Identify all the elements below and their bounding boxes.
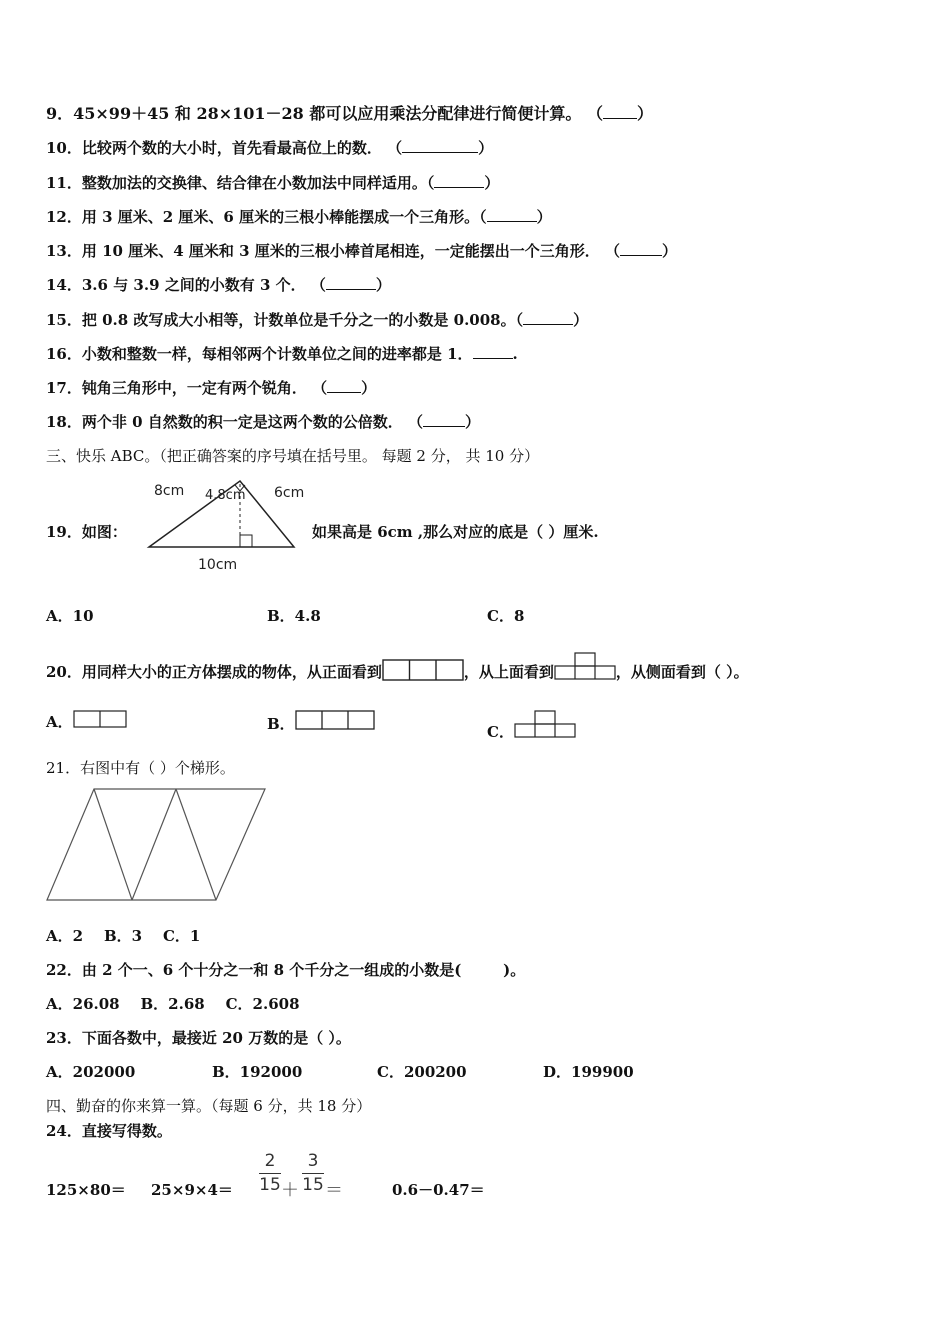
question-text: 13．用 10 厘米、4 厘米和 3 厘米的三根小棒首尾相连，一定能摆出一个三角形． （ <box>46 242 620 260</box>
question-9 <box>46 101 653 124</box>
equals-sign: ＝ <box>325 1180 343 1201</box>
section-4-title: 四、勤奋的你来算一算。（每题 6 分，共 18 分） <box>46 1097 372 1115</box>
question-14 <box>46 274 391 295</box>
denominator: 15 <box>302 1175 324 1195</box>
denominator: 15 <box>259 1175 281 1195</box>
question-20 <box>46 651 749 682</box>
question-11 <box>46 172 499 193</box>
bracket-close: ） <box>478 139 494 157</box>
option-label: A． <box>46 713 73 731</box>
question-text: 18．两个非 0 自然数的积一定是这两个数的公倍数． （ <box>46 413 423 431</box>
numerator: 2 <box>264 1151 276 1171</box>
calc-item-3: 0.6－0.47＝ <box>392 1181 485 1199</box>
question-19-text: 如果高是 6cm ,那么对应的底是（ ）厘米. <box>312 523 599 541</box>
bracket-close: ） <box>361 379 377 397</box>
answer-blank[interactable] <box>423 412 465 427</box>
answer-blank[interactable] <box>326 275 376 290</box>
right-angle-mark <box>240 535 252 547</box>
calc-item-1: 125×80＝ <box>46 1181 126 1199</box>
question-text: 11．整数加法的交换律、结合律在小数加法中同样适用。（ <box>46 174 435 192</box>
question-17 <box>46 377 376 398</box>
bracket-close: ） <box>484 174 500 192</box>
question-22-options[interactable]: A．26.08 B．2.68 C．2.608 <box>46 995 300 1013</box>
question-22: 22．由 2 个一、6 个十分之一和 8 个千分之一组成的小数是( )。 <box>46 961 526 979</box>
question-text: 15．把 0.8 改写成大小相等，计数单位是千分之一的小数是 0.008。（ <box>46 311 524 329</box>
bracket-close: ） <box>375 276 391 294</box>
option-a[interactable]: A．202000 <box>46 1063 136 1081</box>
label-right-side: 6cm <box>274 485 305 501</box>
question-text: 10．比较两个数的大小时，首先看最高位上的数． （ <box>46 139 403 157</box>
bracket-close: ） <box>464 413 480 431</box>
answer-blank[interactable] <box>603 104 637 119</box>
fraction-1 <box>257 1151 283 1196</box>
option-a-figure <box>73 710 127 728</box>
option-d[interactable]: D．199900 <box>543 1063 634 1081</box>
triangle-figure <box>146 474 306 574</box>
bracket-close: ） <box>636 104 653 123</box>
question-text: 12．用 3 厘米、2 厘米、6 厘米的三根小棒能摆成一个三角形。（ <box>46 208 487 226</box>
option-c[interactable]: C．200200 <box>377 1063 467 1081</box>
option-c-figure <box>514 710 576 738</box>
question-21: 21．右图中有（ ）个梯形。 <box>46 759 235 777</box>
label-height: 4.8cm <box>205 488 246 503</box>
option-b[interactable]: B．192000 <box>212 1063 303 1081</box>
option-b[interactable] <box>267 710 375 734</box>
answer-blank[interactable] <box>473 344 513 359</box>
numerator: 3 <box>307 1151 319 1171</box>
period: . <box>512 345 518 363</box>
bracket-close: ） <box>661 242 677 260</box>
question-text-part-3: ，从侧面看到（ ）。 <box>615 663 749 681</box>
answer-blank[interactable] <box>487 207 537 222</box>
parallelogram-outline <box>47 789 265 900</box>
option-label: C． <box>487 723 514 741</box>
question-text: 9．45×99＋45 和 28×101－28 都可以应用乘法分配律进行简便计算。 （ <box>46 104 603 123</box>
question-23: 23．下面各数中，最接近 20 万数的是（ ）。 <box>46 1029 351 1047</box>
option-label: B． <box>267 715 295 733</box>
answer-blank[interactable] <box>327 378 361 393</box>
diagonal-line <box>132 789 176 900</box>
bracket-close: ） <box>573 311 589 329</box>
label-left-side: 8cm <box>154 483 185 499</box>
answer-blank[interactable] <box>620 241 662 256</box>
option-b[interactable]: B．4.8 <box>267 607 321 625</box>
question-12 <box>46 206 552 227</box>
question-text: 16．小数和整数一样，每相邻两个计数单位之间的进率都是 1． <box>46 345 473 363</box>
plus-sign: ＋ <box>281 1180 299 1201</box>
question-18 <box>46 411 480 432</box>
question-15 <box>46 309 588 330</box>
question-24: 24．直接写得数。 <box>46 1122 172 1140</box>
question-text-part-2: ，从上面看到 <box>463 663 554 681</box>
option-b-figure <box>295 710 375 730</box>
diagonal-line <box>94 789 132 900</box>
calc-item-2: 25×9×4＝ <box>151 1181 233 1199</box>
question-10 <box>46 137 493 158</box>
question-text: 17．钝角三角形中，一定有两个锐角． （ <box>46 379 328 397</box>
option-a[interactable]: A．10 <box>46 607 94 625</box>
front-view-figure <box>382 659 464 681</box>
question-13 <box>46 240 677 261</box>
question-21-options[interactable]: A．2 B．3 C．1 <box>46 927 201 945</box>
answer-blank[interactable] <box>434 173 484 188</box>
bracket-close: ） <box>536 208 552 226</box>
question-19-prefix: 19．如图： <box>46 523 127 541</box>
answer-blank[interactable] <box>402 138 478 153</box>
section-3-title: 三、快乐 ABC。（把正确答案的序号填在括号里。 每题 2 分， 共 10 分） <box>46 447 540 465</box>
option-c[interactable]: C．8 <box>487 607 525 625</box>
question-16 <box>46 343 518 364</box>
top-view-figure <box>554 651 616 681</box>
diagonal-line <box>176 789 216 900</box>
question-text: 14．3.6 与 3.9 之间的小数有 3 个． （ <box>46 276 326 294</box>
option-c[interactable] <box>487 710 576 742</box>
fraction-2 <box>300 1151 326 1196</box>
label-base: 10cm <box>198 557 238 573</box>
answer-blank[interactable] <box>523 310 573 325</box>
trapezoid-figure <box>44 786 270 904</box>
option-a[interactable] <box>46 710 127 732</box>
question-text-part-1: 20．用同样大小的正方体摆成的物体，从正面看到 <box>46 663 382 681</box>
